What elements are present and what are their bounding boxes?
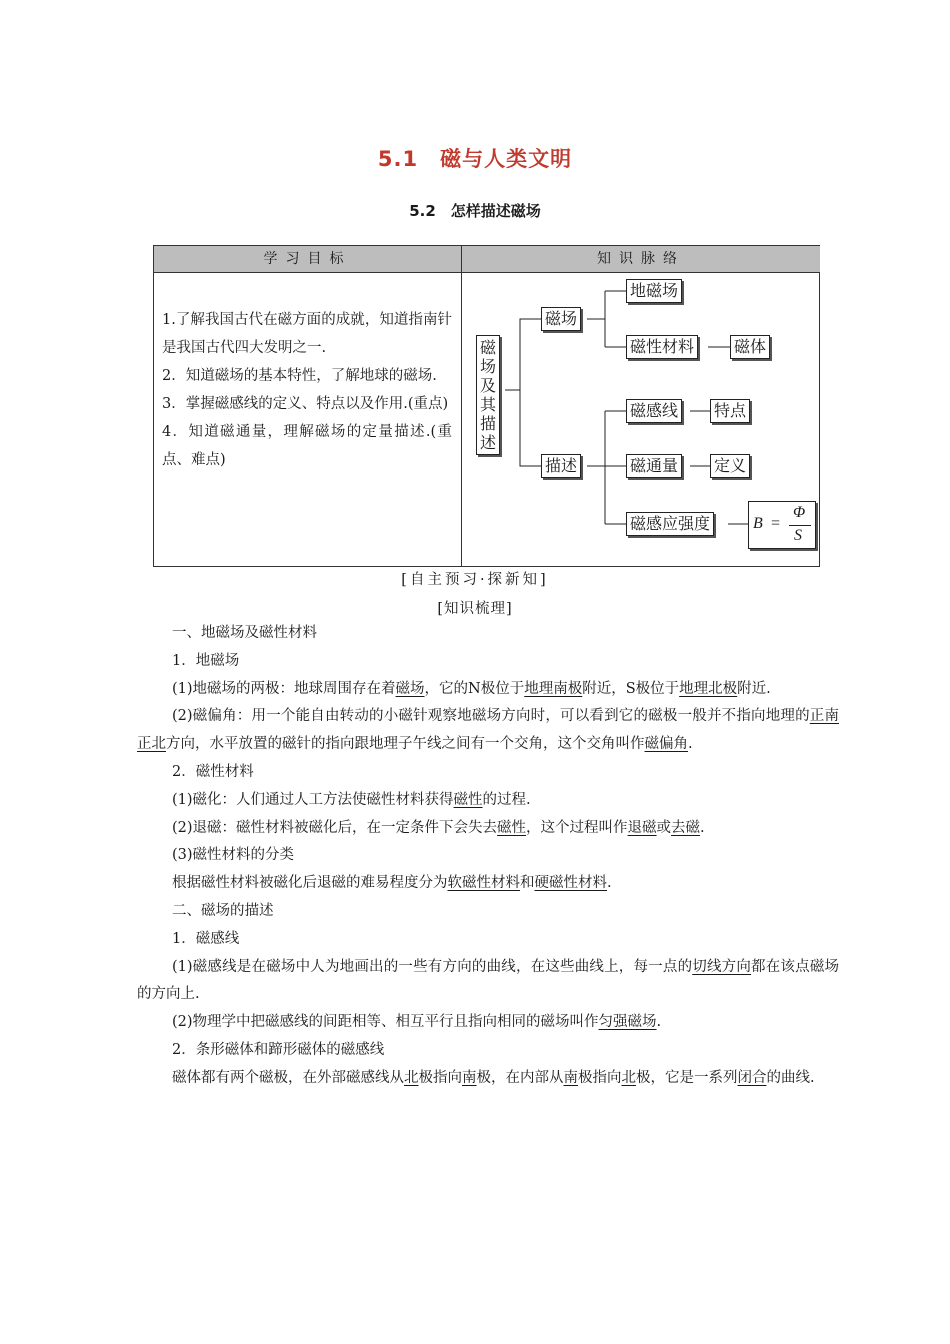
knowledge-mindmap — [462, 273, 820, 566]
mindmap-node-field-lines: 磁感线 — [626, 399, 682, 423]
mindmap-node-earth-field: 地磁场 — [626, 279, 682, 303]
paragraph: (1)地磁场的两极：地球周围存在着磁场，它的N极位于地理南极附近，S极位于地理北极附近. — [172, 680, 771, 697]
sub-heading: 2．磁性材料 — [172, 763, 254, 780]
mindmap-root: 磁场及其描述 — [476, 335, 500, 455]
goal-item: 1.了解我国古代在磁方面的成就，知道指南针是我国古代四大发明之一. — [162, 312, 452, 356]
paragraph: (1)磁感线是在磁场中人为地画出的一些有方向的曲线，在这些曲线上，每一点的切线方向都在该点磁场的方向上. — [137, 958, 840, 1003]
goal-item: 3．掌握磁感线的定义、特点以及作用.(重点) — [162, 396, 449, 412]
mindmap-node-flux: 磁通量 — [626, 454, 682, 478]
goal-item: 2．知道磁场的基本特性，了解地球的磁场. — [162, 368, 437, 384]
sort-tag: [知识梳理] — [437, 601, 513, 617]
objectives-table — [153, 245, 820, 567]
paragraph: (3)磁性材料的分类 — [172, 847, 295, 864]
mindmap-node-induction: 磁感应强度 — [626, 512, 714, 536]
formula-fraction-bar — [789, 525, 811, 526]
paragraph: 根据磁性材料被磁化后退磁的难易程度分为软磁性材料和硬磁性材料. — [172, 875, 612, 892]
preview-tag: [自主预习·探新知] — [401, 572, 549, 588]
formula-numerator: Φ — [793, 504, 806, 521]
goal-item: 4．知道磁通量，理解磁场的定量描述.(重点、难点) — [162, 424, 452, 468]
section-heading: 一、地磁场及磁性材料 — [172, 625, 317, 641]
section-heading: 二、磁场的描述 — [172, 902, 274, 919]
sub-heading: 1．磁感线 — [172, 930, 240, 947]
flux-formula — [748, 501, 816, 549]
paragraph: (1)磁化：人们通过人工方法使磁性材料获得磁性的过程. — [172, 791, 531, 808]
paragraph: (2)退磁：磁性材料被磁化后，在一定条件下会失去磁性，这个过程叫作退磁或去磁. — [172, 819, 705, 836]
main-content — [137, 620, 839, 1093]
paragraph: 磁体都有两个磁极，在外部磁感线从北极指向南极，在内部从南极指向北极，它是一系列闭合的曲线. — [172, 1069, 815, 1086]
mindmap-node-description: 描述 — [541, 454, 581, 478]
goals-list — [162, 306, 452, 474]
paragraph: (2)磁偏角：用一个能自由转动的小磁针观察地磁场方向时，可以看到它的磁极一般并不指向地理的正南正北方向，水平放置的磁针的指向跟地理子午线之间有一个交角，这个交角叫作磁偏角. — [137, 708, 839, 753]
sub-heading: 2．条形磁体和蹄形磁体的磁感线 — [172, 1041, 385, 1058]
formula-denominator: S — [794, 527, 802, 544]
paragraph: (2)物理学中把磁感线的间距相等、相互平行且指向相同的磁场叫作匀强磁场. — [172, 1014, 662, 1031]
mindmap-node-features: 特点 — [710, 399, 750, 423]
formula-equals: = — [771, 515, 781, 532]
table-head-goals: 学习目标 — [154, 246, 462, 273]
mindmap-node-field: 磁场 — [541, 307, 581, 331]
page-subtitle: 5.2 怎样描述磁场 — [409, 202, 541, 220]
mindmap-node-definition: 定义 — [710, 454, 750, 478]
mindmap-node-magnet: 磁体 — [730, 335, 770, 359]
table-head-knowledge: 知识脉络 — [462, 246, 820, 273]
sub-heading: 1．地磁场 — [172, 652, 240, 669]
page-title: 5.1 磁与人类文明 — [377, 147, 573, 171]
formula-lhs: B — [753, 515, 763, 532]
mindmap-node-magnetic-material: 磁性材料 — [626, 335, 698, 359]
